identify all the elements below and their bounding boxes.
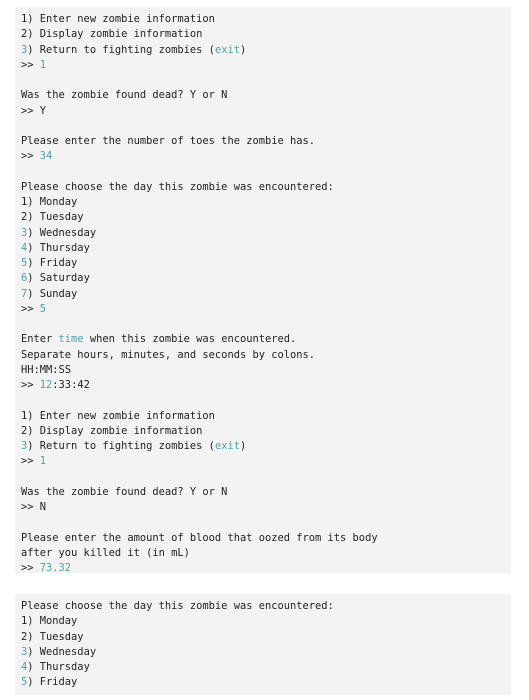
line-text: Separate hours, minutes, and seconds by colons. <box>21 348 316 361</box>
terminal-line <box>21 675 505 690</box>
line-text: 1) Enter new zombie information <box>21 13 215 25</box>
line-text: when this zombie was encountered. <box>83 333 297 346</box>
terminal-line <box>21 660 505 675</box>
highlighted-token: 12 <box>39 379 53 391</box>
terminal-line <box>21 363 505 378</box>
blank-line <box>21 470 505 485</box>
highlighted-token: 4 <box>21 661 28 673</box>
line-text: ) Sunday <box>27 287 78 300</box>
line-text: Was the zombie found dead? Y or N <box>21 89 228 102</box>
line-text: 2) Tuesday <box>21 211 84 224</box>
highlighted-token: 7 <box>21 287 28 300</box>
line-text: >> <box>21 379 40 391</box>
highlighted-token: 5 <box>21 676 28 689</box>
line-text: 2) Display zombie information <box>21 424 203 437</box>
terminal-line <box>21 614 505 629</box>
highlighted-token: 3 <box>21 226 28 239</box>
terminal-line <box>21 332 505 347</box>
line-text: ) Wednesday <box>27 226 97 239</box>
line-text: 1) Monday <box>21 615 78 628</box>
terminal-line <box>21 58 505 73</box>
terminal-line <box>21 226 505 241</box>
blank-line <box>21 393 505 408</box>
terminal-line <box>21 531 505 546</box>
line-text: ) Wednesday <box>27 645 97 658</box>
terminal-line <box>21 241 505 256</box>
terminal-line <box>21 104 505 119</box>
highlighted-token: 5 <box>39 302 47 315</box>
terminal-line <box>21 256 505 271</box>
line-text: >> Y <box>21 104 47 117</box>
highlighted-token: exit <box>214 43 240 56</box>
line-text: ) <box>239 440 247 452</box>
terminal-line <box>21 271 505 286</box>
highlighted-token: exit <box>214 440 240 452</box>
terminal-line <box>21 378 505 393</box>
highlighted-token: 3 <box>21 43 28 56</box>
highlighted-token: 3 <box>21 645 28 658</box>
terminal-line <box>21 88 505 103</box>
line-text: >> <box>21 150 40 163</box>
highlighted-token: 3 <box>21 440 28 452</box>
line-text: Was the zombie found dead? Y or N <box>21 485 228 498</box>
terminal-line <box>21 645 505 660</box>
line-text: after you killed it (in mL) <box>21 546 190 559</box>
terminal-line <box>21 630 505 645</box>
terminal-line <box>21 12 505 27</box>
terminal-line <box>21 599 505 614</box>
terminal-line <box>21 149 505 164</box>
terminal-line <box>21 195 505 210</box>
blank-line <box>21 515 505 530</box>
terminal-line <box>21 500 505 515</box>
line-text: ) Thursday <box>27 661 90 673</box>
terminal-line <box>21 409 505 424</box>
line-text: ) Friday <box>27 676 78 689</box>
terminal-line <box>21 210 505 225</box>
terminal-line <box>21 546 505 561</box>
line-text: Please choose the day this zombie was encountered: <box>21 180 334 193</box>
line-text: ) Thursday <box>27 241 90 254</box>
terminal-line <box>21 43 505 58</box>
line-text: ) Return to fighting zombies ( <box>27 440 215 452</box>
terminal-line <box>21 424 505 439</box>
blank-line <box>21 73 505 88</box>
terminal-line <box>21 180 505 195</box>
line-text: ) Friday <box>27 257 78 269</box>
line-text: ) Saturday <box>27 272 90 285</box>
highlighted-token: 6 <box>21 272 28 285</box>
line-text: >> <box>21 58 40 71</box>
line-text: Please enter the number of toes the zombie has. <box>21 135 316 147</box>
line-text: Please choose the day this zombie was encountered: <box>21 600 334 612</box>
line-text: >> <box>21 562 40 574</box>
terminal-output-block-1 <box>15 7 511 573</box>
highlighted-token: 4 <box>21 241 28 254</box>
terminal-line <box>21 27 505 42</box>
line-text: HH:MM:SS <box>21 363 72 376</box>
blank-line <box>21 165 505 180</box>
terminal-output-block-2 <box>15 594 511 695</box>
blank-line <box>21 119 505 134</box>
terminal-line <box>21 287 505 302</box>
line-text: ) Return to fighting zombies ( <box>27 43 215 56</box>
line-text: >> N <box>21 501 47 513</box>
line-text: 2) Tuesday <box>21 630 84 643</box>
terminal-line <box>21 439 505 454</box>
line-text: Enter <box>21 333 59 346</box>
blank-line <box>21 317 505 332</box>
highlighted-token: 34 <box>39 150 53 163</box>
terminal-line <box>21 485 505 500</box>
highlighted-token: 5 <box>21 257 28 269</box>
line-text: 1) Monday <box>21 196 78 208</box>
line-text: 2) Display zombie information <box>21 28 203 41</box>
line-text: 1) Enter new zombie information <box>21 409 215 422</box>
highlighted-token: 1 <box>39 455 47 468</box>
line-text: :33:42 <box>52 379 90 391</box>
terminal-line <box>21 454 505 469</box>
highlighted-token: 73.32 <box>39 562 72 574</box>
terminal-line <box>21 134 505 149</box>
line-text: >> <box>21 302 40 315</box>
terminal-line <box>21 302 505 317</box>
line-text: >> <box>21 455 40 468</box>
terminal-line <box>21 348 505 363</box>
highlighted-token: time <box>58 333 84 346</box>
line-text: Please enter the amount of blood that oozed from its body <box>21 531 378 544</box>
line-text: ) <box>239 43 247 56</box>
highlighted-token: 1 <box>39 58 47 71</box>
terminal-line <box>21 561 505 576</box>
